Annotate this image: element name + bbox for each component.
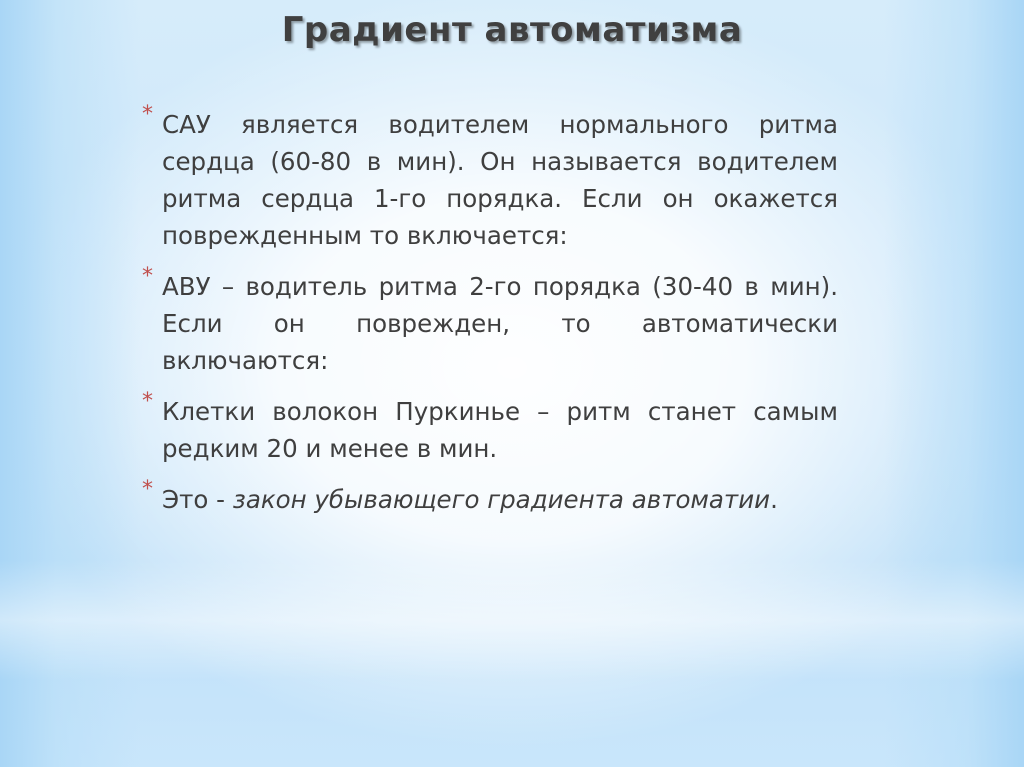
asterisk-bullet-icon: * <box>142 477 153 502</box>
bullet-text-law <box>162 481 838 518</box>
slide-content <box>142 102 838 532</box>
bullet-item <box>142 264 838 379</box>
bullet-text-end: . <box>770 485 778 514</box>
slide-title: Градиент автоматизма <box>281 10 743 50</box>
bullet-item <box>142 477 838 518</box>
bullet-item <box>142 389 838 467</box>
bullet-text-plain: Это - <box>162 485 233 514</box>
bullet-text-italic-law: закон убывающего градиента автоматии <box>232 485 771 514</box>
asterisk-bullet-icon: * <box>142 264 153 289</box>
asterisk-bullet-icon: * <box>142 389 153 414</box>
asterisk-bullet-icon: * <box>142 102 153 127</box>
bullet-text: АВУ – водитель ритма 2-го порядка (30-40 в мин). Если он поврежден, то автоматически включаются: <box>162 272 838 375</box>
background-light-band <box>0 560 1024 680</box>
bullet-item <box>142 102 838 254</box>
bullet-text: Клетки волокон Пуркинье – ритм станет самым редким 20 и менее в мин. <box>162 397 838 463</box>
bullet-text: САУ является водителем нормального ритма сердца (60-80 в мин). Он называется водителем ритма сердца 1-го порядка. Если он окажется поврежденным то включается: <box>162 110 838 250</box>
